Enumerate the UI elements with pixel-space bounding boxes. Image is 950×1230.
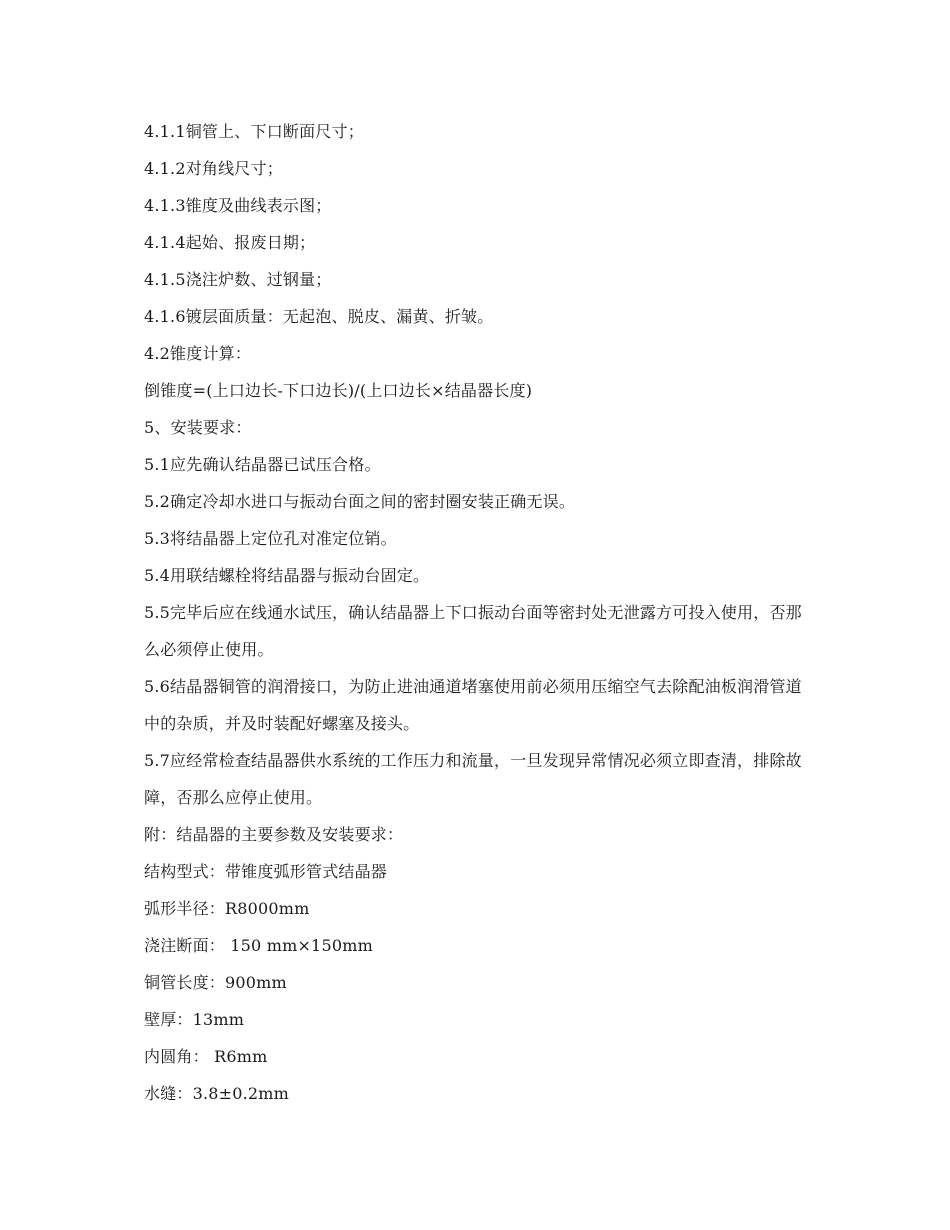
item-5-1: 5.1应先确认结晶器已试压合格。	[144, 455, 381, 474]
appendix-heading: 附：结晶器的主要参数及安装要求：	[144, 825, 404, 844]
item-4-1-3: 4.1.3锥度及曲线表示图；	[144, 196, 332, 215]
item-4-1-5: 4.1.5浇注炉数、过钢量；	[144, 270, 332, 289]
item-5-6: 5.6结晶器铜管的润滑接口，为防止进油通道堵塞使用前必须用压缩空气去除配油板润滑管道中的杂质，并及时装配好螺塞及接头。	[144, 677, 802, 733]
item-5-3: 5.3将结晶器上定位孔对准定位销。	[144, 529, 397, 548]
item-5-5: 5.5完毕后应在线通水试压，确认结晶器上下口振动台面等密封处无泄露方可投入使用，否那么必须停止使用。	[144, 603, 802, 659]
param-structure-type: 结构型式：带锥度弧形管式结晶器	[144, 862, 388, 881]
param-casting-section: 浇注断面： 150 mm×150mm	[144, 936, 373, 955]
item-4-2: 4.2锥度计算：	[144, 344, 252, 363]
section-5-heading: 5、安装要求：	[144, 418, 252, 437]
item-5-2: 5.2确定冷却水进口与振动台面之间的密封圈安装正确无误。	[144, 492, 576, 511]
param-arc-radius: 弧形半径：R8000mm	[144, 899, 310, 918]
item-5-4: 5.4用联结螺栓将结晶器与振动台固定。	[144, 566, 430, 585]
item-4-1-1: 4.1.1铜管上、下口断面尺寸；	[144, 122, 364, 141]
param-wall-thickness: 壁厚：13mm	[144, 1010, 245, 1029]
item-4-1-2: 4.1.2对角线尺寸；	[144, 159, 283, 178]
item-5-7: 5.7应经常检查结晶器供水系统的工作压力和流量，一旦发现异常情况必须立即查清，排除故障，否那么应停止使用。	[144, 751, 802, 807]
item-4-1-4: 4.1.4起始、报废日期；	[144, 233, 316, 252]
document-body	[144, 113, 814, 1112]
param-water-gap: 水缝：3.8±0.2mm	[144, 1084, 290, 1103]
param-inner-fillet: 内圆角： R6mm	[144, 1047, 268, 1066]
param-copper-tube-length: 铜管长度：900mm	[144, 973, 287, 992]
taper-formula: 倒锥度=(上口边长-下口边长)/(上口边长×结晶器长度)	[144, 381, 533, 400]
item-4-1-6: 4.1.6镀层面质量：无起泡、脱皮、漏黄、折皱。	[144, 307, 494, 326]
